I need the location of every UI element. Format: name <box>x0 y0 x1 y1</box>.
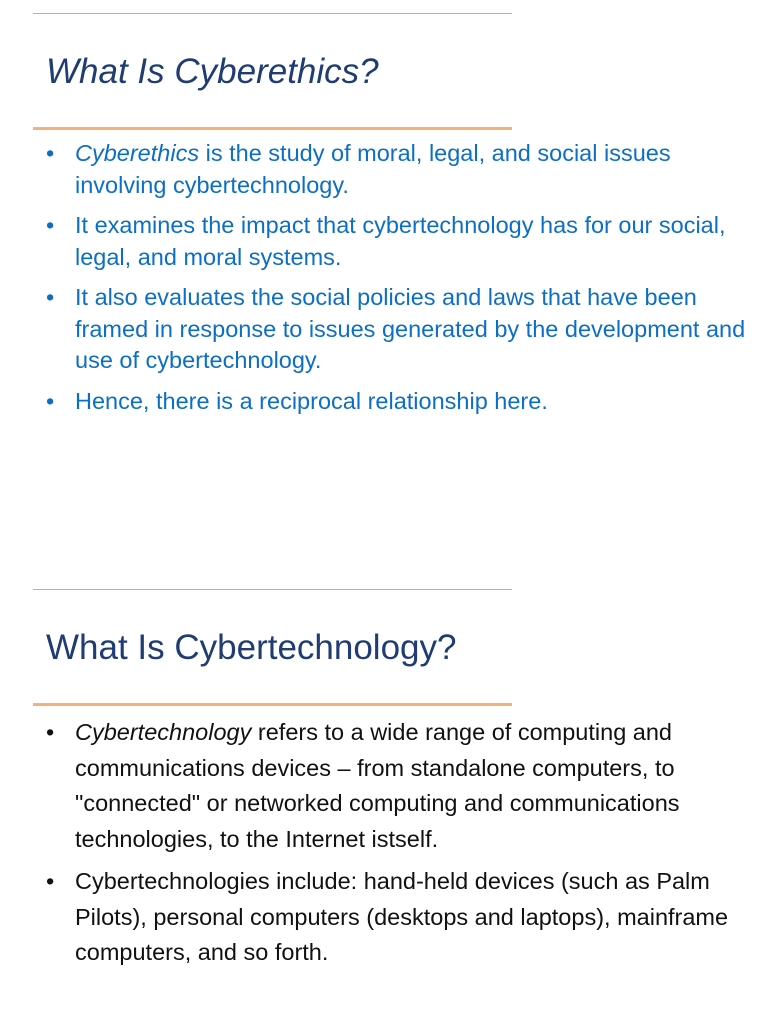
bullet-icon: • <box>46 284 55 310</box>
bullet-icon: • <box>46 387 55 414</box>
slide1-title: What Is Cyberethics? <box>46 52 379 91</box>
bullet-text: It examines the impact that cybertechnology has for our social, legal, and moral systems. <box>75 212 726 270</box>
list-item <box>46 715 746 857</box>
bullet-icon: • <box>46 868 55 894</box>
bullet-icon: • <box>46 140 55 166</box>
bullet-text: Cybertechnologies include: hand-held devices (such as Palm Pilots), personal computers (desktops and laptops), mainframe computers, and so forth. <box>75 868 729 965</box>
list-item <box>46 138 746 201</box>
term-emphasis: Cybertechnology <box>75 719 252 745</box>
list-item <box>46 864 746 971</box>
bullet-text: It also evaluates the social policies and laws that have been framed in response to issues generated by the development and use of cybertechnology. <box>75 284 746 373</box>
bullet-text: refers to a wide range of computing and communications devices – from standalone computers, to "connected" or networked computing and communications technologies, to the Internet istself. <box>75 719 680 852</box>
list-item <box>46 282 746 377</box>
list-item <box>46 210 746 273</box>
slide2-title-underline <box>33 703 512 706</box>
bullet-text: is the study of moral, legal, and social issues involving cybertechnology. <box>75 140 671 198</box>
list-item <box>46 386 746 418</box>
slide2-bullet-list <box>46 715 746 978</box>
slide1-title-underline <box>33 127 512 130</box>
slide1-top-rule <box>33 13 512 14</box>
slide2-top-rule <box>33 589 512 590</box>
bullet-icon: • <box>46 719 55 745</box>
bullet-text: Hence, there is a reciprocal relationship here. <box>75 387 548 414</box>
term-emphasis: Cyberethics <box>75 140 200 166</box>
slide2-title: What Is Cybertechnology? <box>46 628 457 667</box>
slide1-bullet-list <box>46 138 746 426</box>
bullet-icon: • <box>46 212 55 238</box>
